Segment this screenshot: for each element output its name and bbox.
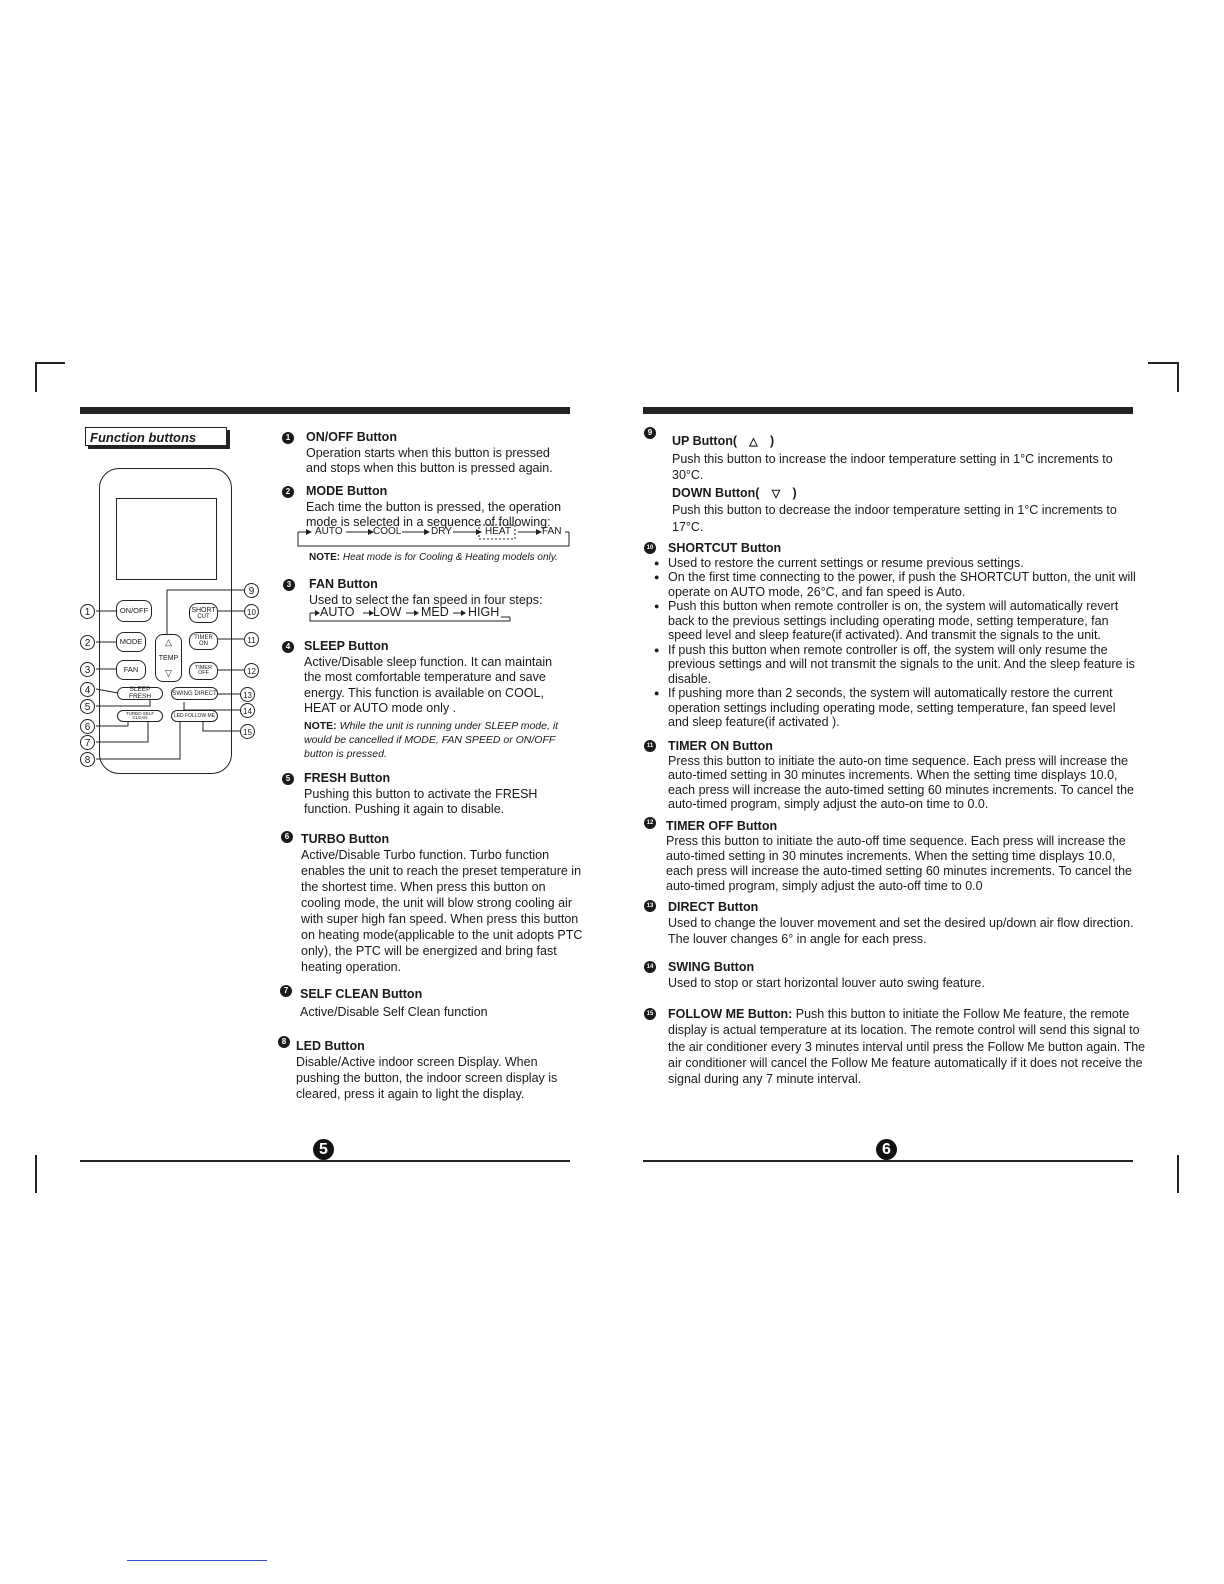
section-body: Used to stop or start horizontal louver auto swing feature.: [668, 976, 985, 990]
sleep-note: [304, 719, 569, 761]
mode-seq-heat: HEAT: [485, 526, 511, 537]
section-title: TURBO Button: [301, 832, 390, 846]
section-swing: [646, 959, 1138, 991]
up-button-title: [672, 433, 1122, 451]
section-number-6: 6: [281, 831, 293, 843]
shortcut-bullet-1: ● Used to restore the current settings or resume previous settings.: [654, 556, 1139, 571]
mode-note: [309, 552, 558, 563]
down-button-body: Push this button to decrease the indoor temperature setting in 1°C increments to 17°C.: [672, 503, 1117, 534]
remote-fan-button[interactable]: FAN: [116, 660, 146, 680]
section-body: Operation starts when this button is pressed and stops when this button is pressed again.: [306, 445, 553, 476]
section-title: ON/OFF Button: [306, 430, 397, 444]
mode-note-label: NOTE:: [309, 552, 341, 563]
callout-14: 14: [240, 703, 255, 718]
shortcut-bullet-5: ● If pushing more than 2 seconds, the system will automatically restore the current operation settings including operating mode, setting temperature, fan speed level and sleep feature(if activated ).: [654, 686, 1139, 730]
callout-11: 11: [244, 632, 259, 647]
section-body: Each time the button is pressed, the operation mode is selected in a sequence of following:: [306, 499, 562, 530]
section-body: Push this button to initiate the Follow Me feature, the remote display is actual temperature at its location. The remote control will send this signal to the air conditioner every 3 minutes interval until press the Follow Me button again. The air conditioner will cancel the Follow Me feature automatically if it does not receive the signal during any 7 minute interval.: [668, 1007, 1146, 1087]
down-arrow-icon: ▽: [771, 487, 781, 500]
fan-seq-high: HIGH: [468, 605, 500, 619]
section-body: Press this button to initiate the auto-off time sequence. Each press will increase the auto-timed setting in 30 minutes increments. When the setting time displays 10.0, each press will increase the auto-timed setting 60 minutes increments. To cancel the auto-timed program, simply adjust the auto-off time to 0.0: [666, 834, 1132, 893]
shortcut-bullet-2: ● On the first time connecting to the power, if push the SHORTCUT button, the unit will operate on AUTO mode, 26°C, and fan speed is Auto.: [654, 570, 1139, 599]
section-body: Active/Disable Turbo function. Turbo function enables the unit to reach the preset temperature in the shortest time. When press this button on cooling mode, the unit will blow strong cooling air with super high fan speed. When press this button on heating mode(applicable to the unit adopts PTC only), the PTC will be energized and bring fast heating operation.: [301, 848, 583, 974]
remote-onoff-button[interactable]: ON/OFF: [116, 600, 152, 622]
section-title: TIMER OFF Button: [666, 819, 778, 833]
callout-3: 3: [80, 662, 95, 677]
up-button-body: Push this button to increase the indoor temperature setting in 1°C increments to 30°C.: [672, 451, 1113, 482]
section-number-11: 11: [644, 740, 656, 752]
callout-2: 2: [80, 635, 95, 650]
callout-7: 7: [80, 735, 95, 750]
remote-turbo-selfclean-button[interactable]: TURBO SELF CLEAN: [117, 710, 163, 722]
mode-seq-fan: FAN: [542, 526, 562, 537]
callout-8: 8: [80, 752, 95, 767]
remote-sleep-fresh-button[interactable]: SLEEP FRESH: [117, 687, 163, 700]
section-shortcut: [646, 541, 1139, 730]
section-timer-on: [646, 739, 1138, 812]
section-timer-off: [646, 819, 1136, 894]
mode-seq-cool: COOL: [373, 526, 402, 537]
section-sleep: [285, 639, 569, 761]
temp-up-icon[interactable]: △: [165, 637, 172, 647]
section-title: MODE Button: [306, 484, 388, 498]
remote-swing-direct-button[interactable]: SWING DIRECT: [171, 687, 218, 700]
section-title: TIMER ON Button: [668, 739, 773, 753]
section-up-down: [647, 428, 1122, 535]
sleep-note-label: NOTE:: [304, 719, 337, 732]
section-turbo: [284, 831, 584, 975]
section-number-12: 12: [644, 817, 656, 829]
section-title: SWING Button: [668, 960, 755, 974]
temp-down-icon[interactable]: ▽: [165, 668, 172, 678]
section-fan: [286, 577, 571, 608]
callout-15: 15: [240, 724, 255, 739]
section-onoff: [285, 430, 571, 477]
section-title: SHORTCUT Button: [668, 541, 782, 555]
callout-6: 6: [80, 719, 95, 734]
callout-5: 5: [80, 699, 95, 714]
section-title: FOLLOW ME Button:: [668, 1007, 793, 1021]
down-title-close: ): [792, 485, 797, 500]
callout-12: 12: [244, 663, 259, 678]
section-body: Active/Disable Self Clean function: [300, 1004, 488, 1019]
section-body: Press this button to initiate the auto-on time sequence. Each press will increase the auto-timed setting in 30 minutes increments. When the setting time displays 10.0, each press will increase the auto-timed setting 60 minutes increments. To cancel the auto-timed program, simply adjust the auto-on time to 0.0.: [668, 753, 1134, 811]
callout-10: 10: [244, 604, 259, 619]
section-number-10: 10: [644, 542, 656, 554]
section-number-5: 5: [282, 773, 294, 785]
section-number-3: 3: [283, 579, 295, 591]
section-title: LED Button: [296, 1039, 365, 1053]
page-number-right: 6: [876, 1139, 897, 1160]
remote-shortcut-button[interactable]: [189, 603, 218, 623]
section-number-4: 4: [282, 641, 294, 653]
section-fresh: [285, 771, 569, 818]
temp-label: TEMP: [158, 654, 179, 662]
remote-temp-rocker[interactable]: [155, 634, 182, 682]
fan-seq-low: LOW: [373, 605, 402, 619]
section-number-1: 1: [282, 432, 294, 444]
remote-mode-button[interactable]: MODE: [116, 632, 146, 652]
callout-4: 4: [80, 682, 95, 697]
section-title: DIRECT Button: [668, 900, 759, 914]
page-number-left: 5: [313, 1139, 334, 1160]
remote-timeroff-button[interactable]: TIMER OFF: [189, 662, 218, 680]
callout-1: 1: [80, 604, 95, 619]
mode-note-text: Heat mode is for Cooling & Heating models only.: [342, 552, 558, 563]
section-body: Used to change the louver movement and set the desired up/down air flow direction. The louver changes 6° in angle for each press.: [668, 916, 1134, 946]
section-title: SELF CLEAN Button: [300, 987, 423, 1001]
section-title: SLEEP Button: [304, 639, 389, 653]
shortcut-bullet-4: ● If push this button when remote controller is off, the system will only resume the previous settings and will not transmit the signals to the unit. And the sleep feature is disable.: [654, 643, 1139, 687]
section-number-14: 14: [644, 961, 656, 973]
section-number-7: 7: [280, 985, 292, 997]
up-title-text: UP Button(: [672, 434, 738, 448]
section-follow-me: [646, 1006, 1148, 1087]
section-body: Used to select the fan speed in four steps:: [309, 592, 543, 607]
section-number-8: 8: [278, 1036, 290, 1048]
down-button-title: [672, 485, 1122, 503]
mode-seq-auto: AUTO: [315, 526, 343, 537]
up-arrow-icon: △: [749, 436, 758, 448]
down-title-text: DOWN Button(: [672, 485, 760, 500]
section-title: FAN Button: [309, 577, 378, 591]
shortcut-bullet-3: ● Push this button when remote controller is on, the system will automatically revert back to the previous settings including operating mode, setting temperature, fan speed level and sleep feature(if activated). And transmit the signals to the unit.: [654, 599, 1139, 643]
function-buttons-title: Function buttons: [85, 427, 227, 446]
section-title: FRESH Button: [304, 771, 391, 785]
section-self-clean: [283, 986, 565, 1020]
shortcut-label-2: CUT: [197, 613, 210, 620]
section-body: Disable/Active indoor screen Display. When pushing the button, the indoor screen display is cleared, press it again to light the display.: [296, 1055, 558, 1101]
remote-timeron-button[interactable]: TIMER ON: [189, 632, 218, 650]
callout-13: 13: [240, 687, 255, 702]
fan-seq-auto: AUTO: [320, 605, 355, 619]
section-number-9: 9: [644, 427, 656, 439]
sleep-note-text: While the unit is running under SLEEP mode, it would be cancelled if MODE, FAN SPEED or ON/OFF button is pressed.: [304, 719, 559, 760]
section-body: Active/Disable sleep function. It can maintain the most comfortable temperature and save energy. This function is available on COOL, HEAT or AUTO mode only .: [304, 654, 553, 716]
section-led: [281, 1037, 566, 1102]
section-direct: [646, 899, 1158, 947]
shortcut-label-1: SHORT: [191, 606, 216, 614]
section-body: Pushing this button to activate the FRESH function. Pushing it again to disable.: [304, 786, 538, 817]
callout-9: 9: [244, 583, 259, 598]
mode-seq-dry: DRY: [431, 526, 452, 537]
fan-seq-med: MED: [421, 605, 449, 619]
section-number-15: 15: [644, 1008, 656, 1020]
section-number-2: 2: [282, 486, 294, 498]
remote-led-followme-button[interactable]: LED FOLLOW ME: [171, 710, 218, 722]
up-title-close: ): [770, 434, 775, 448]
section-number-13: 13: [644, 900, 656, 912]
